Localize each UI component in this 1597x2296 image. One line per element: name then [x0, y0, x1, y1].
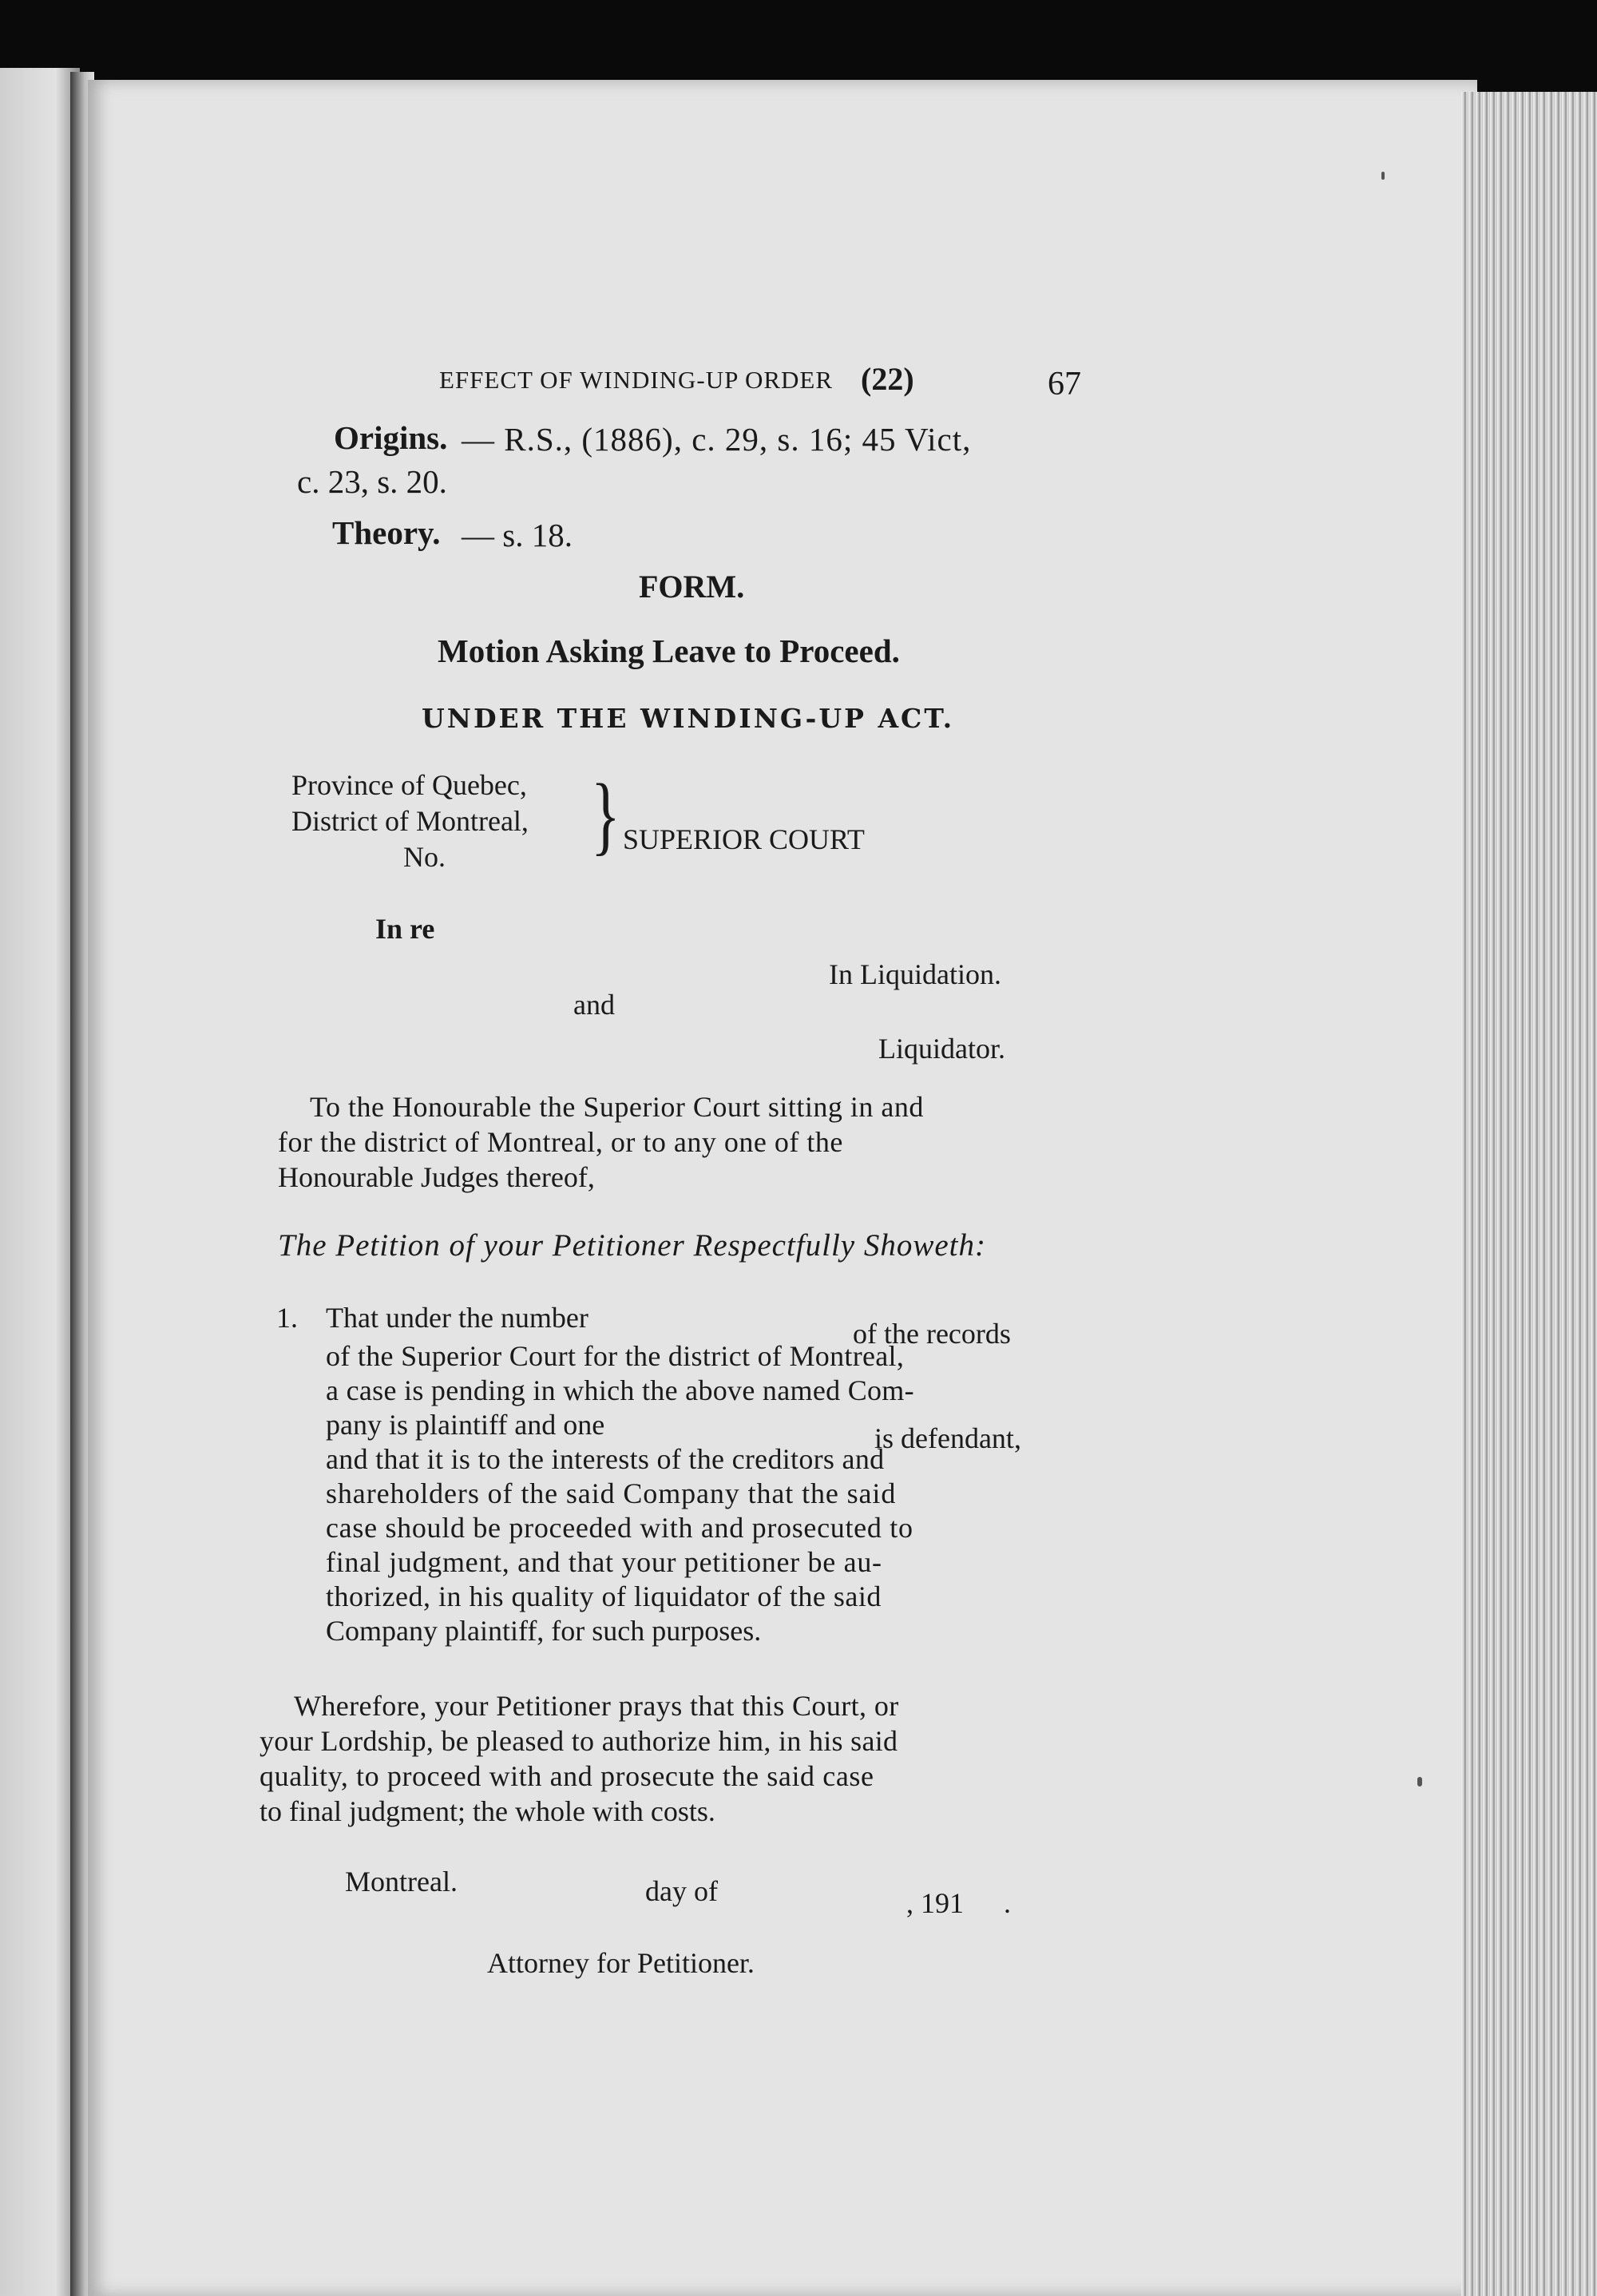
address-line2: for the district of Montreal, or to any one of the [278, 1126, 843, 1158]
venue-district: District of Montreal, [291, 805, 529, 837]
origins-label: Origins. [334, 419, 448, 456]
page-speck [1417, 1777, 1422, 1786]
dateline-place: Montreal. [345, 1866, 458, 1897]
act-heading: UNDER THE WINDING-UP ACT. [422, 703, 955, 734]
theory-label: Theory. [332, 514, 441, 551]
dateline-year: , 191 [906, 1887, 964, 1919]
running-title: EFFECT OF WINDING-UP ORDER [439, 366, 834, 394]
dateline-day-of: day of [645, 1875, 718, 1907]
paragraph-line: is defendant, [874, 1422, 1021, 1454]
paragraph-line: and that it is to the interests of the creditors and [326, 1443, 885, 1475]
address-line3: Honourable Judges thereof, [278, 1161, 595, 1193]
paragraph-line: of the records [853, 1318, 1011, 1350]
paragraph-line: pany is plaintiff and one [326, 1409, 605, 1441]
prayer-line: your Lordship, be pleased to authorize him, in his said [260, 1725, 898, 1757]
page-edges [1461, 92, 1597, 2296]
and-label: and [573, 989, 615, 1021]
page-speck [1381, 172, 1385, 180]
venue-brace: } [590, 766, 620, 863]
origins-text-line2: c. 23, s. 20. [297, 463, 447, 500]
prayer-line: to final judgment; the whole with costs. [260, 1795, 715, 1827]
address-line1: To the Honourable the Superior Court sitting in and [310, 1091, 924, 1123]
in-liquidation-label: In Liquidation. [829, 958, 1001, 990]
dateline-end: . [1004, 1887, 1011, 1919]
signature-line: Attorney for Petitioner. [487, 1947, 755, 1979]
form-subheading: Motion Asking Leave to Proceed. [438, 632, 900, 669]
paragraph-line: a case is pending in which the above named Com- [326, 1374, 914, 1406]
prayer-line: quality, to proceed with and prosecute the said case [260, 1760, 874, 1792]
paragraph-line: That under the number [326, 1302, 588, 1334]
paragraph-number: 1. [276, 1302, 298, 1334]
in-re-label: In re [375, 913, 435, 945]
paragraph-line: of the Superior Court for the district of Montreal, [326, 1340, 905, 1372]
facing-page-edge [0, 68, 80, 2296]
liquidator-label: Liquidator. [878, 1033, 1005, 1065]
form-heading: FORM. [639, 569, 745, 605]
court-name: SUPERIOR COURT [623, 823, 865, 855]
venue-number: No. [403, 841, 446, 873]
paragraph-line: final judgment, and that your petitioner be au- [326, 1546, 882, 1578]
prayer-line: Wherefore, your Petitioner prays that this Court, or [294, 1690, 899, 1722]
paragraph-line: case should be proceeded with and prosecuted to [326, 1512, 913, 1544]
origins-text-line1: — R.S., (1886), c. 29, s. 16; 45 Vict, [462, 421, 972, 458]
page-number: 67 [1048, 366, 1081, 402]
section-number: (22) [861, 361, 914, 397]
venue-province: Province of Quebec, [291, 769, 527, 801]
petition-intro: The Petition of your Petitioner Respectfully Showeth: [278, 1228, 986, 1263]
theory-text: — s. 18. [462, 517, 573, 553]
paragraph-line: Company plaintiff, for such purposes. [326, 1615, 762, 1647]
paragraph-line: thorized, in his quality of liquidator of the said [326, 1580, 882, 1612]
paragraph-line: shareholders of the said Company that the said [326, 1477, 897, 1509]
